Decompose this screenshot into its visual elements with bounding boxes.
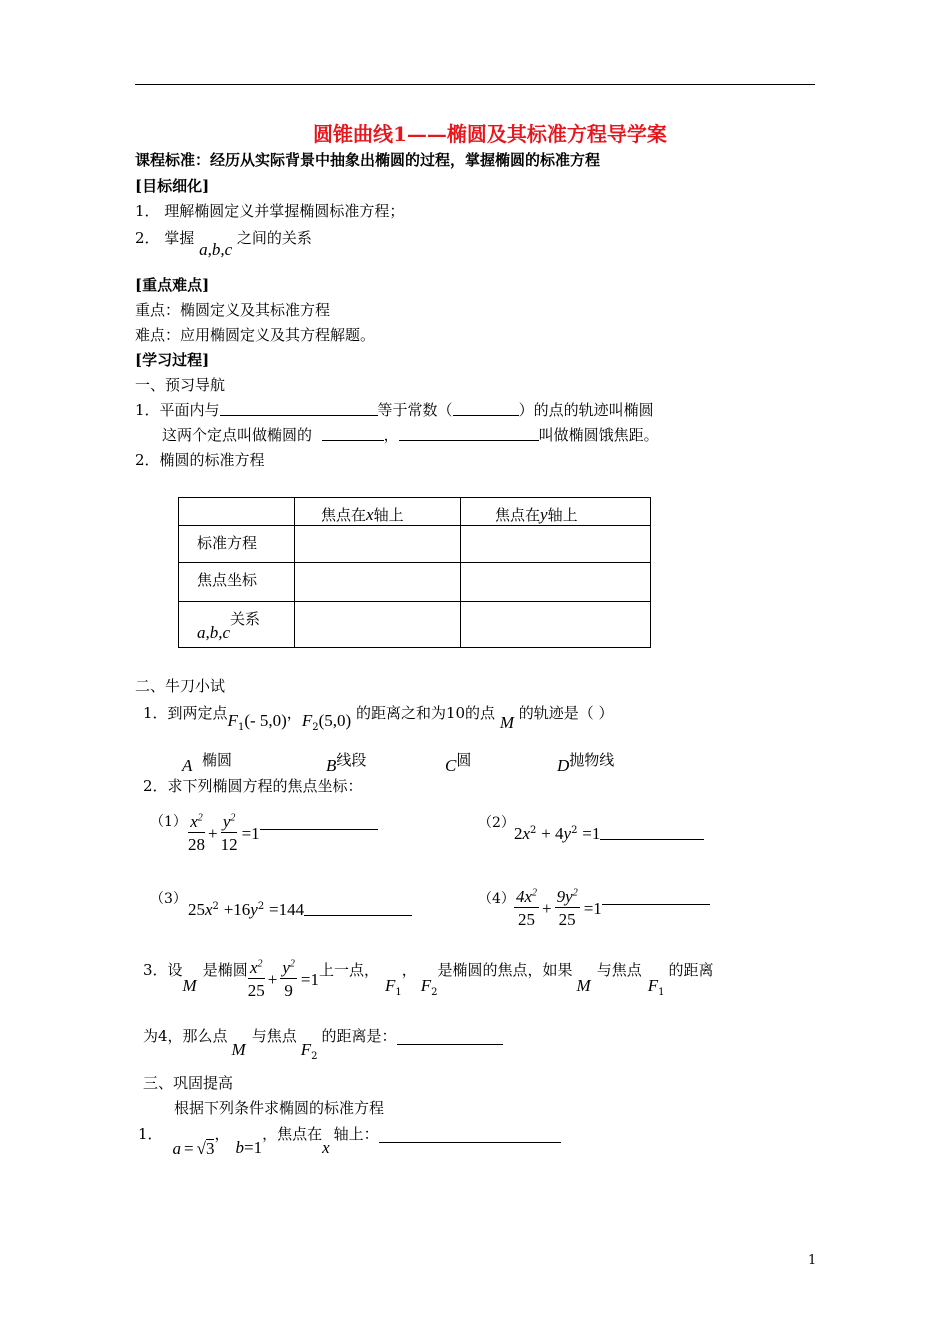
preview-q1-line2 <box>162 428 659 443</box>
q1-text-d: 这两个定点叫做椭圆的 <box>162 426 313 444</box>
blank-answer-q3[interactable] <box>397 1043 503 1045</box>
blank-answer-2[interactable] <box>600 838 704 840</box>
q1-text-f: 叫做椭圆饿焦距。 <box>538 426 659 444</box>
goal-item-2-suffix: 之间的关系 <box>236 229 312 247</box>
table-header-y: 焦点在y轴上 <box>461 498 651 526</box>
blank-constant <box>453 414 519 416</box>
course-standard: 课程标准：经历从实际背景中抽象出椭圆的过程，掌握椭圆的标准方程 <box>135 151 601 169</box>
preview-q2: 2．椭圆的标准方程 <box>135 451 265 469</box>
blank-answer-consolidate-1[interactable] <box>379 1141 561 1143</box>
option-b[interactable]: B线段 <box>326 751 367 775</box>
blank-focal-distance <box>399 439 539 441</box>
abc-variables: a,b,c <box>199 240 233 259</box>
table-cell-x-relation[interactable] <box>295 602 461 648</box>
q1-text-c: ）的点的轨迹叫椭圆 <box>518 401 654 419</box>
consolidate-intro: 根据下列条件求椭圆的标准方程 <box>174 1099 385 1117</box>
blank-answer-4[interactable] <box>602 903 710 905</box>
goals-heading: [目标细化] <box>135 177 210 195</box>
problem-4-equation: $\frac{4x^2}{25}$ + $\frac{9y^2}{25}$ =1 <box>514 888 710 928</box>
option-d[interactable]: D抛物线 <box>557 751 615 775</box>
table-cell-y-equation[interactable] <box>461 526 651 563</box>
process-heading: [学习过程] <box>135 351 210 369</box>
problem-3: （3） <box>150 891 187 907</box>
q1-text-a: 1．平面内与 <box>135 401 220 419</box>
problem-1-equation: $\frac{x^2}{28}$ + $\frac{y^2}{12}$ =1 <box>188 813 378 853</box>
problem-3-equation: $25x^2 +16y^2 =144$ <box>188 901 412 918</box>
problem-2: （2） <box>478 815 515 831</box>
table-cell-y-focus[interactable] <box>461 563 651 602</box>
test-q3-line2: 为4，那么点 M 与焦点 $F_2$ 的距离是： <box>143 1029 503 1062</box>
test-q3-line1: 3．设 M 是椭圆 $\frac{x^2}{25}$ + $\frac{y^2}{9}$ =1 上一点， $F_1$ ， $F_2$ 是椭圆的焦点，如果 M 与焦点 $F_1$ 的距离 <box>143 958 714 1000</box>
option-a[interactable]: A 椭圆 <box>182 751 232 775</box>
top-rule <box>135 84 815 85</box>
option-c[interactable]: C圆 <box>445 751 472 775</box>
blank-answer-1[interactable] <box>260 828 378 830</box>
table-row-abc-relation: a,b,c关系 <box>179 602 295 648</box>
table-header-x: 焦点在x轴上 <box>295 498 461 526</box>
goal-item-2 <box>135 229 312 259</box>
test-q2: 2．求下列椭圆方程的焦点坐标： <box>143 777 363 795</box>
table-cell-x-equation[interactable] <box>295 526 461 563</box>
q1-text-e: ， <box>383 426 399 444</box>
page-number: 1 <box>808 1253 817 1268</box>
consolidate-q1: 1． a = √ 3 ， b=1 ，焦点在 x 轴上： <box>138 1127 561 1157</box>
table-cell-x-focus[interactable] <box>295 563 461 602</box>
table-cell-y-relation[interactable] <box>461 602 651 648</box>
blank-focus-name <box>322 439 384 441</box>
part2-heading: 二、牛刀小试 <box>135 677 226 695</box>
key-heading: [重点难点] <box>135 276 210 294</box>
problem-2-equation: $2x^2 + 4y^2 =1$ <box>514 825 704 842</box>
goal-item-2-prefix: 2． 掌握 <box>135 229 195 247</box>
page-title: 圆锥曲线1——椭圆及其标准方程导学案 <box>313 122 667 146</box>
key-point: 重点：椭圆定义及其标准方程 <box>135 301 331 319</box>
blank-fixed-points <box>220 414 378 416</box>
table-corner-cell <box>179 498 295 526</box>
table-row-standard-equation: 标准方程 <box>179 526 295 563</box>
standard-equation-table <box>178 497 651 648</box>
sqrt-symbol: √ <box>196 1138 206 1158</box>
part1-heading: 一、预习导航 <box>135 376 226 394</box>
problem-1: （1） <box>150 814 187 830</box>
preview-q1-line1 <box>135 403 654 418</box>
table-row-focus-coords: 焦点坐标 <box>179 563 295 602</box>
blank-answer-3[interactable] <box>304 914 412 916</box>
q1-text-b: 等于常数（ <box>377 401 453 419</box>
test-q1: 1．到两定点$F_1(-$ 5,0)，$F_2(5,0)$ 的距离之和为10的点 M 的轨迹是（ ） <box>143 704 614 733</box>
problem-4: （4） <box>478 891 515 907</box>
goal-item-1: 1． 理解椭圆定义并掌握椭圆标准方程； <box>135 202 405 220</box>
part3-heading: 三、巩固提高 <box>143 1074 234 1092</box>
key-difficulty: 难点：应用椭圆定义及其方程解题。 <box>135 326 376 344</box>
